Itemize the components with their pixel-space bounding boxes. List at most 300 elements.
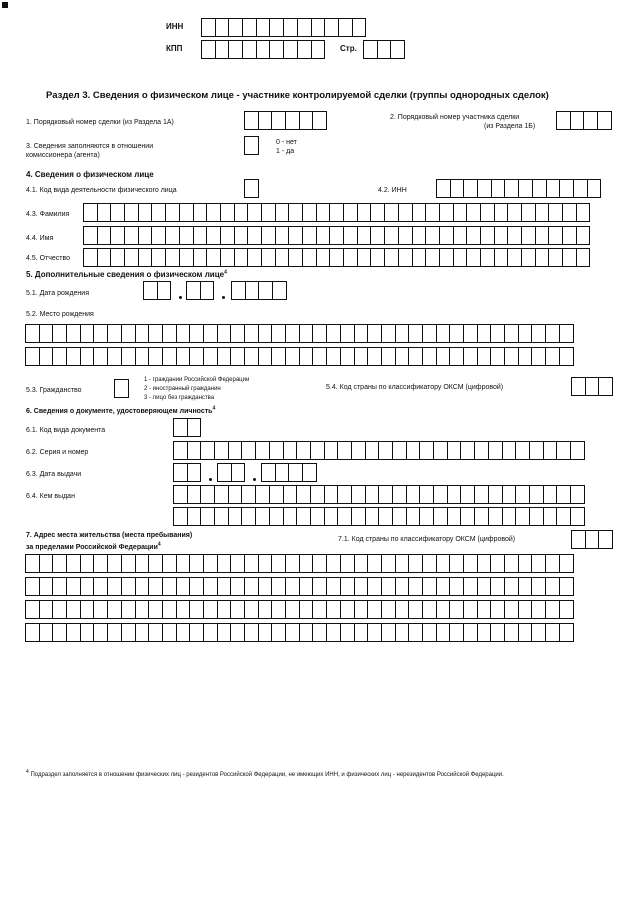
input-cell[interactable] bbox=[370, 248, 385, 267]
input-cell[interactable] bbox=[367, 577, 382, 596]
input-cell[interactable] bbox=[543, 441, 558, 460]
input-cell[interactable] bbox=[488, 507, 503, 526]
input-cell[interactable] bbox=[570, 507, 585, 526]
input-cell[interactable] bbox=[518, 623, 533, 642]
input-cell[interactable] bbox=[370, 226, 385, 245]
input-cell[interactable] bbox=[436, 179, 451, 198]
input-cell[interactable] bbox=[135, 623, 150, 642]
input-cell[interactable] bbox=[302, 226, 317, 245]
input-cell[interactable] bbox=[340, 554, 355, 573]
input-cell[interactable] bbox=[502, 441, 517, 460]
input-cell[interactable] bbox=[285, 600, 300, 619]
input-cell[interactable] bbox=[220, 226, 235, 245]
input-cell[interactable] bbox=[507, 203, 522, 222]
input-cell[interactable] bbox=[135, 554, 150, 573]
input-cell[interactable] bbox=[297, 40, 312, 59]
input-cell[interactable] bbox=[151, 203, 166, 222]
input-cell[interactable] bbox=[532, 179, 547, 198]
input-cell[interactable] bbox=[93, 600, 108, 619]
input-cell[interactable] bbox=[559, 554, 574, 573]
input-cell[interactable] bbox=[176, 600, 191, 619]
input-cell[interactable] bbox=[271, 600, 286, 619]
input-cell[interactable] bbox=[583, 111, 598, 130]
input-cell[interactable] bbox=[507, 226, 522, 245]
input-cell[interactable] bbox=[422, 623, 437, 642]
input-cell[interactable] bbox=[466, 226, 481, 245]
input-cell[interactable] bbox=[395, 324, 410, 343]
input-cell[interactable] bbox=[531, 600, 546, 619]
input-cell[interactable] bbox=[507, 248, 522, 267]
input-cell[interactable] bbox=[398, 203, 413, 222]
input-cell[interactable] bbox=[311, 40, 326, 59]
input-cell[interactable] bbox=[463, 347, 478, 366]
input-cell[interactable] bbox=[296, 441, 311, 460]
input-cell[interactable] bbox=[107, 577, 122, 596]
input-cell[interactable] bbox=[25, 554, 40, 573]
input-cell[interactable] bbox=[395, 347, 410, 366]
input-cell[interactable] bbox=[176, 577, 191, 596]
input-cell[interactable] bbox=[377, 40, 392, 59]
input-cell[interactable] bbox=[463, 554, 478, 573]
input-cell[interactable] bbox=[337, 485, 352, 504]
input-cell[interactable] bbox=[228, 441, 243, 460]
input-cell[interactable] bbox=[543, 507, 558, 526]
input-cell[interactable] bbox=[576, 203, 591, 222]
input-cell[interactable] bbox=[502, 507, 517, 526]
person-inn-cells[interactable] bbox=[436, 179, 600, 198]
input-cell[interactable] bbox=[439, 226, 454, 245]
input-cell[interactable] bbox=[548, 226, 563, 245]
input-cell[interactable] bbox=[206, 248, 221, 267]
input-cell[interactable] bbox=[228, 40, 243, 59]
input-cell[interactable] bbox=[269, 507, 284, 526]
input-cell[interactable] bbox=[408, 347, 423, 366]
input-cell[interactable] bbox=[477, 347, 492, 366]
input-cell[interactable] bbox=[357, 226, 372, 245]
input-cell[interactable] bbox=[138, 226, 153, 245]
input-cell[interactable] bbox=[312, 600, 327, 619]
address-row-1[interactable] bbox=[25, 554, 573, 573]
input-cell[interactable] bbox=[449, 577, 464, 596]
input-cell[interactable] bbox=[535, 203, 550, 222]
input-cell[interactable] bbox=[585, 377, 600, 396]
address-country-code-cells[interactable] bbox=[571, 530, 612, 549]
input-cell[interactable] bbox=[187, 485, 202, 504]
input-cell[interactable] bbox=[494, 203, 509, 222]
input-cell[interactable] bbox=[258, 111, 273, 130]
input-cell[interactable] bbox=[255, 507, 270, 526]
input-cell[interactable] bbox=[143, 281, 158, 300]
input-cell[interactable] bbox=[157, 281, 172, 300]
input-cell[interactable] bbox=[433, 441, 448, 460]
surname-cells[interactable] bbox=[83, 203, 589, 222]
input-cell[interactable] bbox=[80, 623, 95, 642]
input-cell[interactable] bbox=[25, 577, 40, 596]
input-cell[interactable] bbox=[124, 226, 139, 245]
input-cell[interactable] bbox=[556, 507, 571, 526]
input-cell[interactable] bbox=[269, 18, 284, 37]
input-cell[interactable] bbox=[535, 248, 550, 267]
input-cell[interactable] bbox=[521, 203, 536, 222]
input-cell[interactable] bbox=[365, 485, 380, 504]
input-cell[interactable] bbox=[357, 203, 372, 222]
input-cell[interactable] bbox=[449, 623, 464, 642]
input-cell[interactable] bbox=[234, 226, 249, 245]
input-cell[interactable] bbox=[93, 577, 108, 596]
input-cell[interactable] bbox=[135, 600, 150, 619]
input-cell[interactable] bbox=[502, 485, 517, 504]
input-cell[interactable] bbox=[230, 577, 245, 596]
input-cell[interactable] bbox=[316, 203, 331, 222]
input-cell[interactable] bbox=[121, 623, 136, 642]
input-cell[interactable] bbox=[324, 441, 339, 460]
input-cell[interactable] bbox=[230, 623, 245, 642]
input-cell[interactable] bbox=[80, 347, 95, 366]
input-cell[interactable] bbox=[436, 600, 451, 619]
input-cell[interactable] bbox=[244, 623, 259, 642]
input-cell[interactable] bbox=[365, 441, 380, 460]
input-cell[interactable] bbox=[312, 111, 327, 130]
input-cell[interactable] bbox=[312, 623, 327, 642]
input-cell[interactable] bbox=[217, 324, 232, 343]
input-cell[interactable] bbox=[258, 600, 273, 619]
input-cell[interactable] bbox=[165, 226, 180, 245]
input-cell[interactable] bbox=[453, 226, 468, 245]
input-cell[interactable] bbox=[587, 179, 602, 198]
input-cell[interactable] bbox=[230, 600, 245, 619]
input-cell[interactable] bbox=[107, 600, 122, 619]
input-cell[interactable] bbox=[288, 463, 303, 482]
input-cell[interactable] bbox=[477, 324, 492, 343]
input-cell[interactable] bbox=[585, 530, 600, 549]
input-cell[interactable] bbox=[477, 179, 492, 198]
input-cell[interactable] bbox=[114, 379, 129, 398]
input-cell[interactable] bbox=[228, 18, 243, 37]
input-cell[interactable] bbox=[367, 324, 382, 343]
input-cell[interactable] bbox=[288, 226, 303, 245]
input-cell[interactable] bbox=[39, 600, 54, 619]
input-cell[interactable] bbox=[135, 577, 150, 596]
input-cell[interactable] bbox=[217, 577, 232, 596]
input-cell[interactable] bbox=[474, 485, 489, 504]
input-cell[interactable] bbox=[354, 577, 369, 596]
input-cell[interactable] bbox=[261, 203, 276, 222]
input-cell[interactable] bbox=[351, 441, 366, 460]
input-cell[interactable] bbox=[288, 203, 303, 222]
input-cell[interactable] bbox=[217, 600, 232, 619]
input-cell[interactable] bbox=[490, 623, 505, 642]
input-cell[interactable] bbox=[275, 203, 290, 222]
input-cell[interactable] bbox=[176, 347, 191, 366]
input-cell[interactable] bbox=[365, 507, 380, 526]
input-cell[interactable] bbox=[215, 18, 230, 37]
input-cell[interactable] bbox=[162, 324, 177, 343]
input-cell[interactable] bbox=[296, 507, 311, 526]
document-code-cells[interactable] bbox=[173, 418, 200, 437]
input-cell[interactable] bbox=[570, 441, 585, 460]
input-cell[interactable] bbox=[247, 203, 262, 222]
input-cell[interactable] bbox=[326, 324, 341, 343]
input-cell[interactable] bbox=[598, 377, 613, 396]
input-cell[interactable] bbox=[176, 554, 191, 573]
input-cell[interactable] bbox=[518, 554, 533, 573]
input-cell[interactable] bbox=[66, 347, 81, 366]
input-cell[interactable] bbox=[312, 554, 327, 573]
input-cell[interactable] bbox=[329, 226, 344, 245]
input-cell[interactable] bbox=[477, 554, 492, 573]
input-cell[interactable] bbox=[450, 179, 465, 198]
input-cell[interactable] bbox=[378, 485, 393, 504]
input-cell[interactable] bbox=[244, 136, 259, 155]
input-cell[interactable] bbox=[256, 18, 271, 37]
input-cell[interactable] bbox=[261, 226, 276, 245]
input-cell[interactable] bbox=[107, 324, 122, 343]
birth-year-cells[interactable] bbox=[231, 281, 286, 300]
input-cell[interactable] bbox=[189, 324, 204, 343]
input-cell[interactable] bbox=[453, 248, 468, 267]
input-cell[interactable] bbox=[343, 203, 358, 222]
input-cell[interactable] bbox=[357, 248, 372, 267]
input-cell[interactable] bbox=[531, 347, 546, 366]
input-cell[interactable] bbox=[474, 441, 489, 460]
input-cell[interactable] bbox=[148, 347, 163, 366]
input-cell[interactable] bbox=[173, 463, 188, 482]
input-cell[interactable] bbox=[390, 40, 405, 59]
input-cell[interactable] bbox=[570, 111, 585, 130]
input-cell[interactable] bbox=[66, 600, 81, 619]
input-cell[interactable] bbox=[244, 577, 259, 596]
input-cell[interactable] bbox=[408, 577, 423, 596]
input-cell[interactable] bbox=[241, 485, 256, 504]
input-cell[interactable] bbox=[203, 324, 218, 343]
input-cell[interactable] bbox=[381, 347, 396, 366]
input-cell[interactable] bbox=[162, 600, 177, 619]
input-cell[interactable] bbox=[299, 347, 314, 366]
input-cell[interactable] bbox=[466, 248, 481, 267]
input-cell[interactable] bbox=[449, 554, 464, 573]
input-cell[interactable] bbox=[518, 600, 533, 619]
input-cell[interactable] bbox=[110, 203, 125, 222]
input-cell[interactable] bbox=[463, 623, 478, 642]
input-cell[interactable] bbox=[231, 463, 246, 482]
input-cell[interactable] bbox=[244, 179, 259, 198]
input-cell[interactable] bbox=[460, 441, 475, 460]
input-cell[interactable] bbox=[436, 577, 451, 596]
input-cell[interactable] bbox=[556, 111, 571, 130]
input-cell[interactable] bbox=[186, 281, 201, 300]
input-cell[interactable] bbox=[39, 577, 54, 596]
input-cell[interactable] bbox=[187, 418, 202, 437]
input-cell[interactable] bbox=[214, 485, 229, 504]
input-cell[interactable] bbox=[93, 623, 108, 642]
input-cell[interactable] bbox=[25, 623, 40, 642]
input-cell[interactable] bbox=[463, 600, 478, 619]
input-cell[interactable] bbox=[217, 463, 232, 482]
input-cell[interactable] bbox=[148, 577, 163, 596]
input-cell[interactable] bbox=[546, 179, 561, 198]
input-cell[interactable] bbox=[515, 441, 530, 460]
input-cell[interactable] bbox=[173, 485, 188, 504]
input-cell[interactable] bbox=[275, 463, 290, 482]
input-cell[interactable] bbox=[545, 324, 560, 343]
input-cell[interactable] bbox=[337, 507, 352, 526]
input-cell[interactable] bbox=[217, 347, 232, 366]
input-cell[interactable] bbox=[66, 554, 81, 573]
input-cell[interactable] bbox=[121, 577, 136, 596]
input-cell[interactable] bbox=[299, 554, 314, 573]
input-cell[interactable] bbox=[299, 623, 314, 642]
input-cell[interactable] bbox=[200, 441, 215, 460]
input-cell[interactable] bbox=[425, 248, 440, 267]
page-cells[interactable] bbox=[363, 40, 404, 59]
input-cell[interactable] bbox=[299, 324, 314, 343]
input-cell[interactable] bbox=[531, 554, 546, 573]
agent-flag-cell[interactable] bbox=[244, 136, 258, 155]
input-cell[interactable] bbox=[463, 179, 478, 198]
input-cell[interactable] bbox=[518, 577, 533, 596]
input-cell[interactable] bbox=[329, 203, 344, 222]
input-cell[interactable] bbox=[570, 485, 585, 504]
input-cell[interactable] bbox=[412, 203, 427, 222]
input-cell[interactable] bbox=[200, 507, 215, 526]
input-cell[interactable] bbox=[148, 554, 163, 573]
issue-month-cells[interactable] bbox=[217, 463, 244, 482]
input-cell[interactable] bbox=[408, 623, 423, 642]
input-cell[interactable] bbox=[201, 40, 216, 59]
input-cell[interactable] bbox=[39, 324, 54, 343]
input-cell[interactable] bbox=[93, 554, 108, 573]
input-cell[interactable] bbox=[340, 324, 355, 343]
input-cell[interactable] bbox=[242, 40, 257, 59]
input-cell[interactable] bbox=[548, 203, 563, 222]
input-cell[interactable] bbox=[193, 226, 208, 245]
input-cell[interactable] bbox=[490, 600, 505, 619]
input-cell[interactable] bbox=[39, 554, 54, 573]
input-cell[interactable] bbox=[392, 485, 407, 504]
input-cell[interactable] bbox=[299, 111, 314, 130]
input-cell[interactable] bbox=[312, 577, 327, 596]
input-cell[interactable] bbox=[165, 248, 180, 267]
input-cell[interactable] bbox=[247, 226, 262, 245]
input-cell[interactable] bbox=[258, 281, 273, 300]
address-row-3[interactable] bbox=[25, 600, 573, 619]
input-cell[interactable] bbox=[436, 554, 451, 573]
input-cell[interactable] bbox=[352, 18, 367, 37]
input-cell[interactable] bbox=[395, 600, 410, 619]
input-cell[interactable] bbox=[504, 600, 519, 619]
input-cell[interactable] bbox=[138, 248, 153, 267]
input-cell[interactable] bbox=[258, 554, 273, 573]
input-cell[interactable] bbox=[324, 485, 339, 504]
input-cell[interactable] bbox=[518, 179, 533, 198]
input-cell[interactable] bbox=[242, 18, 257, 37]
input-cell[interactable] bbox=[447, 507, 462, 526]
input-cell[interactable] bbox=[412, 226, 427, 245]
input-cell[interactable] bbox=[381, 623, 396, 642]
input-cell[interactable] bbox=[258, 623, 273, 642]
patronymic-cells[interactable] bbox=[83, 248, 589, 267]
input-cell[interactable] bbox=[52, 577, 67, 596]
input-cell[interactable] bbox=[556, 441, 571, 460]
input-cell[interactable] bbox=[241, 441, 256, 460]
input-cell[interactable] bbox=[189, 554, 204, 573]
input-cell[interactable] bbox=[324, 507, 339, 526]
input-cell[interactable] bbox=[326, 600, 341, 619]
input-cell[interactable] bbox=[436, 623, 451, 642]
input-cell[interactable] bbox=[531, 577, 546, 596]
input-cell[interactable] bbox=[597, 111, 612, 130]
input-cell[interactable] bbox=[162, 347, 177, 366]
input-cell[interactable] bbox=[162, 554, 177, 573]
input-cell[interactable] bbox=[297, 18, 312, 37]
input-cell[interactable] bbox=[326, 577, 341, 596]
input-cell[interactable] bbox=[571, 530, 586, 549]
input-cell[interactable] bbox=[449, 600, 464, 619]
input-cell[interactable] bbox=[151, 226, 166, 245]
input-cell[interactable] bbox=[39, 347, 54, 366]
country-code-cells[interactable] bbox=[571, 377, 612, 396]
input-cell[interactable] bbox=[288, 248, 303, 267]
input-cell[interactable] bbox=[271, 554, 286, 573]
input-cell[interactable] bbox=[504, 324, 519, 343]
input-cell[interactable] bbox=[447, 485, 462, 504]
input-cell[interactable] bbox=[447, 441, 462, 460]
input-cell[interactable] bbox=[206, 226, 221, 245]
input-cell[interactable] bbox=[176, 623, 191, 642]
input-cell[interactable] bbox=[559, 623, 574, 642]
input-cell[interactable] bbox=[52, 623, 67, 642]
input-cell[interactable] bbox=[228, 507, 243, 526]
input-cell[interactable] bbox=[354, 554, 369, 573]
input-cell[interactable] bbox=[535, 226, 550, 245]
input-cell[interactable] bbox=[433, 485, 448, 504]
input-cell[interactable] bbox=[395, 577, 410, 596]
input-cell[interactable] bbox=[521, 248, 536, 267]
input-cell[interactable] bbox=[559, 179, 574, 198]
input-cell[interactable] bbox=[422, 324, 437, 343]
input-cell[interactable] bbox=[378, 507, 393, 526]
input-cell[interactable] bbox=[392, 507, 407, 526]
input-cell[interactable] bbox=[97, 203, 112, 222]
input-cell[interactable] bbox=[173, 418, 188, 437]
input-cell[interactable] bbox=[283, 40, 298, 59]
input-cell[interactable] bbox=[408, 554, 423, 573]
input-cell[interactable] bbox=[121, 554, 136, 573]
input-cell[interactable] bbox=[504, 623, 519, 642]
input-cell[interactable] bbox=[576, 248, 591, 267]
input-cell[interactable] bbox=[193, 203, 208, 222]
input-cell[interactable] bbox=[179, 203, 194, 222]
input-cell[interactable] bbox=[275, 248, 290, 267]
inn-cells[interactable] bbox=[201, 18, 365, 37]
input-cell[interactable] bbox=[340, 623, 355, 642]
input-cell[interactable] bbox=[326, 347, 341, 366]
input-cell[interactable] bbox=[124, 203, 139, 222]
input-cell[interactable] bbox=[311, 18, 326, 37]
input-cell[interactable] bbox=[419, 441, 434, 460]
input-cell[interactable] bbox=[477, 577, 492, 596]
input-cell[interactable] bbox=[135, 324, 150, 343]
input-cell[interactable] bbox=[422, 554, 437, 573]
input-cell[interactable] bbox=[310, 485, 325, 504]
kpp-cells[interactable] bbox=[201, 40, 324, 59]
input-cell[interactable] bbox=[135, 347, 150, 366]
input-cell[interactable] bbox=[384, 203, 399, 222]
input-cell[interactable] bbox=[234, 203, 249, 222]
input-cell[interactable] bbox=[201, 18, 216, 37]
input-cell[interactable] bbox=[351, 507, 366, 526]
input-cell[interactable] bbox=[302, 203, 317, 222]
